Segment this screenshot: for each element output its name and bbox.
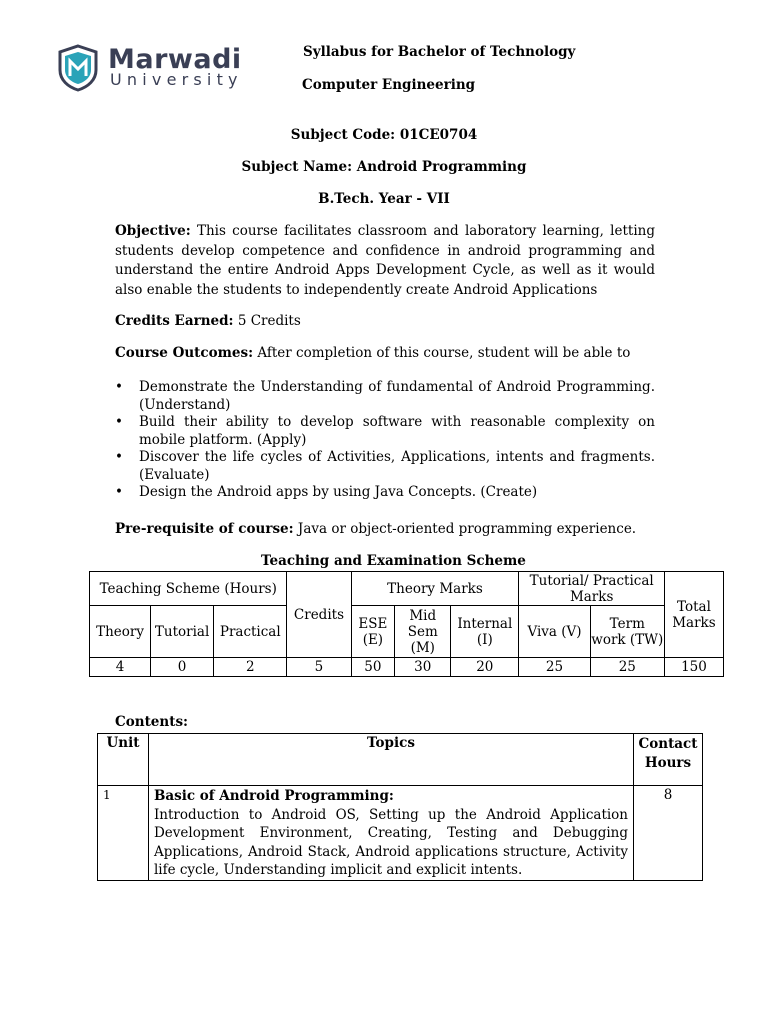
outcomes-label: Course Outcomes:	[115, 345, 254, 361]
prereq-text: Java or object-oriented programming experience.	[293, 521, 637, 537]
credits-label: Credits Earned:	[115, 313, 234, 329]
header-topics: Topics	[148, 734, 633, 786]
table-cell: 5	[287, 658, 351, 677]
scheme-table	[89, 571, 724, 677]
credits-paragraph	[115, 312, 655, 332]
list-item: • Design the Android apps by using Java Concepts. (Create)	[115, 484, 538, 500]
outcomes-list	[115, 379, 655, 502]
contents-table	[97, 733, 703, 881]
subheader-viva: Viva (V)	[519, 606, 590, 658]
university-logo	[56, 44, 246, 94]
bullet-icon: •	[115, 414, 123, 430]
header-total-marks: Total Marks	[664, 572, 723, 658]
table-row	[98, 786, 703, 881]
scheme-title: Teaching and Examination Scheme	[261, 553, 526, 569]
unit-number: 1	[98, 786, 149, 881]
subheader-internal: Internal (I)	[451, 606, 519, 658]
subheader-practical: Practical	[214, 606, 287, 658]
header-teaching-scheme: Teaching Scheme (Hours)	[90, 572, 287, 606]
objective-paragraph	[115, 222, 655, 300]
subheader-tutorial: Tutorial	[151, 606, 214, 658]
header-line2: Computer Engineering	[302, 77, 476, 93]
hours-cell: 8	[634, 786, 703, 881]
header-contact-hours: Contact Hours	[634, 734, 703, 786]
subheader-ese: ESE (E)	[351, 606, 395, 658]
table-cell: 25	[519, 658, 590, 677]
contents-label: Contents:	[115, 714, 189, 730]
subject-code: Subject Code: 01CE0704	[290, 127, 478, 143]
credits-text: 5 Credits	[233, 313, 301, 329]
bullet-icon: •	[115, 379, 123, 395]
header-credits: Credits	[287, 572, 351, 658]
header-theory-marks: Theory Marks	[351, 572, 519, 606]
prereq-paragraph	[115, 520, 655, 540]
table-cell: 20	[451, 658, 519, 677]
objective-text: This course facilitates classroom and laboratory learning, letting students develop competence and confidence in android programming and understand the entire Android Apps Development Cycle, as well as it would also enable the students to independently create Android Applications	[115, 223, 655, 298]
table-cell: 30	[395, 658, 451, 677]
subject-year: B.Tech. Year - VII	[318, 191, 450, 207]
list-item: • Build their ability to develop software with reasonable complexity on mobile platform. (Apply)	[115, 414, 655, 448]
prereq-label: Pre-requisite of course:	[115, 521, 294, 537]
header-line1: Syllabus for Bachelor of Technology	[303, 44, 576, 60]
subject-name: Subject Name: Android Programming	[241, 159, 527, 175]
bullet-icon: •	[115, 484, 123, 500]
topic-title: Basic of Android Programming:	[153, 788, 394, 804]
header-tutorial-marks: Tutorial/ Practical Marks	[519, 572, 665, 606]
topic-cell	[148, 786, 633, 881]
table-cell: 50	[351, 658, 395, 677]
objective-label: Objective:	[115, 223, 191, 239]
header-unit: Unit	[98, 734, 149, 786]
outcomes-paragraph	[115, 344, 655, 364]
table-cell: 25	[590, 658, 664, 677]
subheader-mid-sem: Mid Sem (M)	[395, 606, 451, 658]
subheader-term-work: Term work (TW)	[590, 606, 664, 658]
table-cell: 0	[151, 658, 214, 677]
list-item: • Discover the life cycles of Activities, Applications, intents and fragments. (Evaluate)	[115, 449, 655, 483]
subheader-theory: Theory	[90, 606, 151, 658]
topic-text: Introduction to Android OS, Setting up the Android Application Development Environment, Creating, Testing and Debugging Applications, Android Stack, Android applications structure, Activity life cycle, Understanding implicit and explicit intents.	[153, 806, 629, 878]
bullet-icon: •	[115, 449, 123, 465]
shield-logo-icon	[56, 44, 100, 92]
list-item: • Demonstrate the Understanding of fundamental of Android Programming. (Understand)	[115, 379, 655, 413]
table-cell: 4	[90, 658, 151, 677]
table-cell: 150	[664, 658, 723, 677]
outcomes-text: After completion of this course, student will be able to	[253, 345, 631, 361]
table-cell: 2	[214, 658, 287, 677]
logo-subname: University	[110, 70, 243, 89]
logo-name: Marwadi	[108, 44, 242, 75]
